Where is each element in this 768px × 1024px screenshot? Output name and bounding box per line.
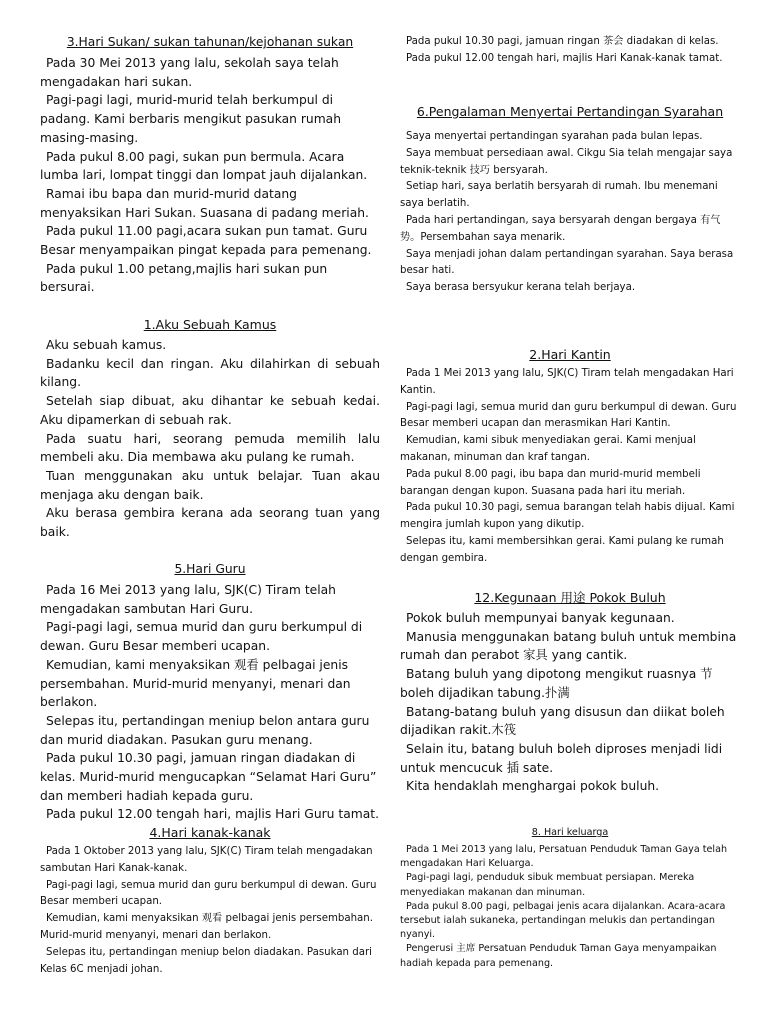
essay-paragraph: Pada pukul 8.00 pagi, ibu bapa dan murid-murid membeli barangan dengan kupon. Suasana pada hari itu meriah. [400, 468, 701, 497]
essay-paragraph: Selain itu, batang buluh boleh diproses menjadi lidi untuk mencucuk 插 sate. [400, 741, 723, 775]
essay-paragraph: Pada hari pertandingan, saya bersyarah dengan bergaya 有气势。Persembahan saya menarik. [400, 214, 721, 243]
essay-paragraph: Kemudian, kami sibuk menyediakan gerai. Kami menjual makanan, minuman dan kraf tangan. [400, 435, 696, 463]
essay-hari-kanak-kanak-continued [400, 34, 740, 68]
essay-paragraph: Pada pukul 12.00 tengah hari, majlis Hari Kanak-kanak tamat. [406, 52, 723, 64]
essay-paragraph: Pada 1 Mei 2013 yang lalu, SJK(C) Tiram telah mengadakan Hari Kantin. [400, 368, 734, 396]
essay-paragraph: Pada 1 Mei 2013 yang lalu, Persatuan Penduduk Taman Gaya telah mengadakan Hari Keluarga. [400, 844, 728, 870]
essay-kegunaan-pokok-buluh [400, 589, 740, 796]
essay-paragraph: Ramai ibu bapa dan murid-murid datang menyaksikan Hari Sukan. Suasana di padang meriah. [40, 186, 369, 220]
essay-title: 12.Kegunaan 用途 Pokok Buluh [474, 590, 666, 605]
essay-pertandingan-syarahan [400, 103, 740, 297]
essay-title: 6.Pengalaman Menyertai Pertandingan Syarahan [416, 104, 724, 119]
essay-paragraph: Pada 1 Oktober 2013 yang lalu, SJK(C) Tiram telah mengadakan sambutan Hari Kanak-kanak. [40, 846, 373, 874]
essay-paragraph: Kemudian, kami menyaksikan 观看 pelbagai jenis persembahan. Murid-murid menyanyi, menari dan berlakon. [40, 657, 351, 710]
essay-paragraph: Aku sebuah kamus. [46, 338, 167, 352]
essay-paragraph: Pada pukul 8.00 pagi, pelbagai jenis acara dijalankan. Acara-acara tersebut ialah sukaneka, pertandingan melukis dan pertandingan nyanyi. [400, 900, 726, 941]
essay-paragraph: Pada 16 Mei 2013 yang lalu, SJK(C) Tiram telah mengadakan sambutan Hari Guru. [40, 583, 336, 616]
essay-paragraph: Pada pukul 12.00 tengah hari, majlis Hari Guru tamat. [46, 807, 379, 822]
essay-title: 8. Hari keluarga [531, 827, 609, 838]
essay-paragraph: Pagi-pagi lagi, penduduk sibuk membuat persiapan. Mereka menyediakan makanan dan minuman. [400, 872, 695, 898]
essay-paragraph: Kita hendaklah menghargai pokok buluh. [406, 779, 660, 794]
essay-paragraph: Pada pukul 11.00 pagi,acara sukan pun tamat. Guru Besar menyampaikan pingat kepada para pemenang. [40, 224, 372, 258]
essay-paragraph: Pada 30 Mei 2013 yang lalu, sekolah saya telah mengadakan hari sukan. [40, 56, 339, 89]
essay-paragraph: Selepas itu, kami membersihkan gerai. Kami pulang ke rumah dengan gembira. [400, 535, 724, 564]
essay-paragraph: Pada pukul 1.00 petang,majlis hari sukan pun bersurai. [40, 261, 328, 295]
essay-title: 5.Hari Guru [174, 562, 246, 576]
essay-paragraph: Badanku kecil dan ringan. Aku dilahirkan di sebuah kilang. [40, 356, 380, 390]
essay-aku-sebuah-kamus [40, 316, 380, 542]
essay-title: 2.Hari Kantin [529, 347, 611, 362]
essay-paragraph: Setelah siap dibuat, aku dihantar ke sebuah kedai. Aku dipamerkan di sebuah rak. [40, 394, 380, 427]
essay-paragraph: Pada pukul 8.00 pagi, sukan pun bermula. Acara lumba lari, lompat tinggi dan lompat jauh dijalankan. [40, 149, 368, 183]
essay-paragraph: Saya menyertai pertandingan syarahan pada bulan lepas. [406, 131, 703, 142]
essay-paragraph: Pagi-pagi lagi, murid-murid telah berkumpul di padang. Kami berbaris mengikut pasukan rumah masing-masing. [40, 93, 342, 145]
essay-title: 1.Aku Sebuah Kamus [143, 317, 277, 332]
essay-hari-kanak-kanak [40, 824, 380, 978]
essay-hari-sukan [40, 33, 380, 297]
essay-paragraph: Pada pukul 10.30 pagi, semua barangan telah habis dijual. Kami mengira jumlah kupon yang dikutip. [400, 502, 735, 531]
essay-title: 4.Hari kanak-kanak [149, 825, 271, 840]
essay-paragraph: Saya berasa bersyukur kerana telah berjaya. [406, 282, 636, 294]
essay-paragraph: Manusia menggunakan batang buluh untuk membina rumah dan perabot 家具 yang cantik. [400, 629, 737, 663]
essay-title: 3.Hari Sukan/ sukan tahunan/kejohanan sukan [66, 35, 354, 49]
essay-paragraph: Pengerusi 主席 Persatuan Penduduk Taman Gaya menyampaikan hadiah kepada para pemenang. [400, 943, 717, 969]
essay-paragraph: Batang buluh yang dipotong mengikut ruasnya 节 boleh dijadikan tabung.扑满 [400, 667, 713, 700]
essay-paragraph: Pada pukul 10.30 pagi, jamuan ringan diadakan di kelas. Murid-murid mengucapkan “Selamat Hari Guru” dan memberi hadiah kepada guru. [40, 751, 377, 803]
essay-hari-keluarga [400, 826, 740, 971]
essay-paragraph: Aku berasa gembira kerana ada seorang tuan yang baik. [40, 506, 380, 540]
essay-paragraph: Selepas itu, pertandingan meniup belon diadakan. Pasukan dari Kelas 6C menjadi johan. [40, 946, 372, 975]
essay-paragraph: Tuan menggunakan aku untuk belajar. Tuan akau menjaga aku dengan baik. [40, 468, 380, 502]
essay-hari-guru [40, 560, 380, 824]
essay-paragraph: Pokok buluh mempunyai banyak kegunaan. [406, 611, 675, 625]
essay-paragraph: Saya menjadi johan dalam pertandingan syarahan. Saya berasa besar hati. [400, 248, 734, 277]
essay-paragraph: Setiap hari, saya berlatih bersyarah di rumah. Ibu menemani saya berlatih. [400, 181, 718, 210]
essay-paragraph: Kemudian, kami menyaksikan 观看 pelbagai jenis persembahan. Murid-murid menyanyi, menari dan berlakon. [40, 913, 373, 941]
essay-paragraph: Pagi-pagi lagi, semua murid dan guru berkumpul di dewan. Guru Besar memberi ucapan dan merasmikan Hari Kantin. [400, 401, 737, 430]
essay-paragraph: Saya membuat persediaan awal. Cikgu Sia telah mengajar saya teknik-teknik 技巧 bersyarah. [400, 147, 733, 176]
essay-paragraph: Selepas itu, pertandingan meniup belon antara guru dan murid diadakan. Pasukan guru menang. [40, 713, 370, 747]
essay-paragraph: Batang-batang buluh yang disusun dan diikat boleh dijadikan rakit.木筏 [400, 704, 725, 738]
essay-paragraph: Pagi-pagi lagi, semua murid dan guru berkumpul di dewan. Guru Besar memberi ucapan. [40, 620, 363, 654]
essay-paragraph: Pagi-pagi lagi, semua murid dan guru berkumpul di dewan. Guru Besar memberi ucapan. [40, 879, 377, 908]
essay-paragraph: Pada suatu hari, seorang pemuda memilih lalu membeli aku. Dia membawa aku pulang ke rumah. [40, 431, 380, 465]
essay-paragraph: Pada pukul 10.30 pagi, jamuan ringan 茶会 diadakan di kelas. [406, 36, 719, 47]
essay-hari-kantin [400, 346, 740, 568]
